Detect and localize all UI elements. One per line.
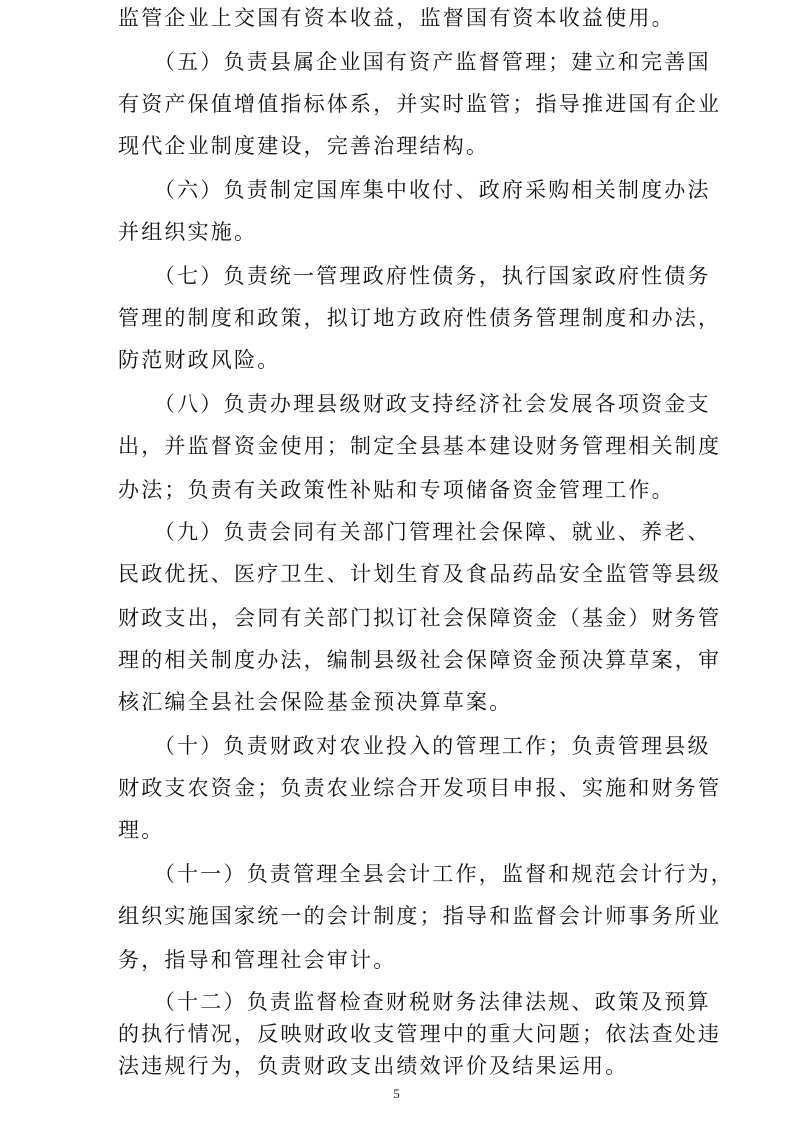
text-line: （五）负责县属企业国有资产监督管理；建立和完善国 <box>118 50 711 74</box>
text-line: 理的相关制度办法，编制县级社会保障资金预决算草案，审 <box>118 648 722 672</box>
text-line: 出，并监督资金使用；制定全县基本建设财务管理相关制度 <box>118 434 722 458</box>
text-line: （六）负责制定国库集中收付、政府采购相关制度办法 <box>118 178 711 202</box>
text-line: 组织实施国家统一的会计制度；指导和监督会计师事务所业 <box>118 904 722 928</box>
text-line: 民政优抚、医疗卫生、计划生育及食品药品安全监管等县级 <box>118 562 722 586</box>
text-line: 法违规行为，负责财政支出绩效评价及结果运用。 <box>118 1054 629 1078</box>
text-line: 理。 <box>118 818 165 842</box>
text-line: （八）负责办理县级财政支持经济社会发展各项资金支 <box>118 392 711 416</box>
text-line: （十一）负责管理全县会计工作，监督和规范会计行为， <box>118 862 734 886</box>
text-line: （七）负责统一管理政府性债务，执行国家政府性债务 <box>118 264 711 288</box>
text-line: 现代企业制度建设，完善治理结构。 <box>118 134 490 158</box>
text-line: 的执行情况，反映财政收支管理中的重大问题；依法查处违 <box>118 1022 722 1046</box>
text-line: （九）负责会同有关部门管理社会保障、就业、养老、 <box>118 520 711 544</box>
text-line: 办法；负责有关政策性补贴和专项储备资金管理工作。 <box>118 478 675 502</box>
text-line: 有资产保值增值指标体系，并实时监管；指导推进国有企业 <box>118 92 722 116</box>
text-line: 务，指导和管理社会审计。 <box>118 948 397 972</box>
text-line: 监管企业上交国有资本收益，监督国有资本收益使用。 <box>118 6 675 30</box>
text-line: （十二）负责监督检查财税财务法律法规、政策及预算 <box>118 990 711 1014</box>
text-line: 财政支农资金；负责农业综合开发项目申报、实施和财务管 <box>118 776 722 800</box>
text-line: 管理的制度和政策，拟订地方政府性债务管理制度和办法， <box>118 306 722 330</box>
page-number: 5 <box>393 1086 400 1101</box>
text-line: 并组织实施。 <box>118 220 258 244</box>
text-line: 核汇编全县社会保险基金预决算草案。 <box>118 690 513 714</box>
text-line: 防范财政风险。 <box>118 348 281 372</box>
text-line: （十）负责财政对农业投入的管理工作；负责管理县级 <box>118 734 711 758</box>
text-line: 财政支出，会同有关部门拟订社会保障资金（基金）财务管 <box>118 606 722 630</box>
